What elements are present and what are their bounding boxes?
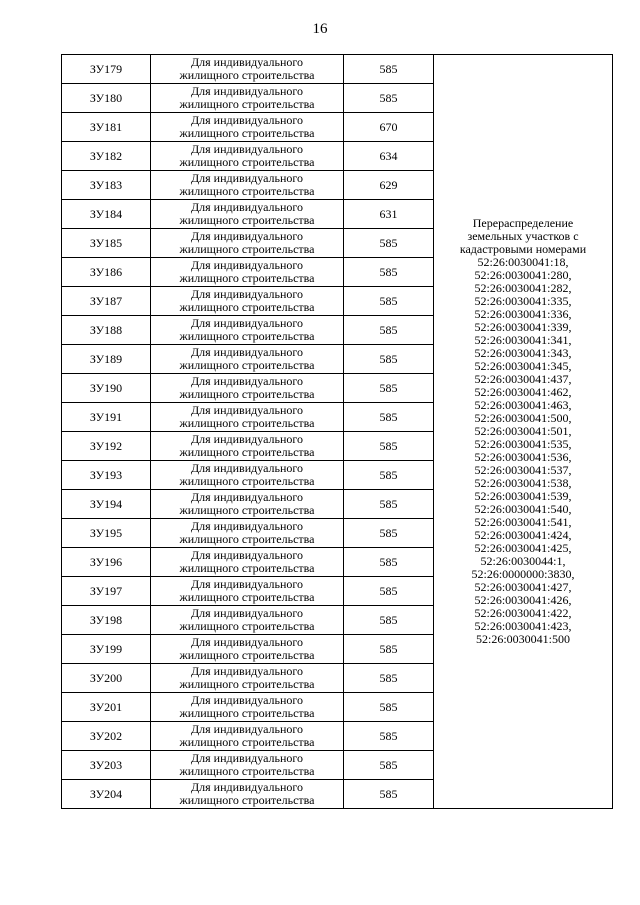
area-cell: 585 bbox=[344, 490, 434, 519]
permitted-use-line: жилищного строительства bbox=[179, 590, 315, 604]
table-row bbox=[62, 55, 613, 84]
formation-method-title-line: Перераспределение bbox=[472, 216, 574, 230]
permitted-use-cell bbox=[151, 374, 344, 403]
cadastral-number: 52:26:0030041:425, bbox=[474, 541, 572, 555]
permitted-use-line: жилищного строительства bbox=[179, 68, 315, 82]
permitted-use-line: жилищного строительства bbox=[179, 619, 315, 633]
permitted-use-cell bbox=[151, 664, 344, 693]
permitted-use-line: жилищного строительства bbox=[179, 648, 315, 662]
permitted-use-line: жилищного строительства bbox=[179, 271, 315, 285]
plot-id-cell: ЗУ202 bbox=[62, 722, 151, 751]
cadastral-number: 52:26:0030041:537, bbox=[474, 463, 572, 477]
plot-id-cell: ЗУ190 bbox=[62, 374, 151, 403]
permitted-use-line: жилищного строительства bbox=[179, 184, 315, 198]
permitted-use-cell bbox=[151, 258, 344, 287]
permitted-use-cell bbox=[151, 55, 344, 84]
permitted-use-cell bbox=[151, 345, 344, 374]
area-cell: 629 bbox=[344, 171, 434, 200]
area-cell: 585 bbox=[344, 548, 434, 577]
permitted-use-cell bbox=[151, 693, 344, 722]
permitted-use-line: жилищного строительства bbox=[179, 532, 315, 546]
page-number: 16 bbox=[312, 21, 328, 37]
permitted-use-cell bbox=[151, 229, 344, 258]
permitted-use-cell bbox=[151, 577, 344, 606]
permitted-use-line: Для индивидуального bbox=[190, 345, 304, 359]
permitted-use-line: жилищного строительства bbox=[179, 445, 315, 459]
plot-id-cell: ЗУ195 bbox=[62, 519, 151, 548]
permitted-use-cell bbox=[151, 606, 344, 635]
area-cell: 585 bbox=[344, 432, 434, 461]
cadastral-number: 52:26:0030041:282, bbox=[474, 281, 572, 295]
plot-id-cell: ЗУ200 bbox=[62, 664, 151, 693]
cadastral-number: 52:26:0030041:535, bbox=[474, 437, 572, 451]
cadastral-number: 52:26:0030041:539, bbox=[474, 489, 572, 503]
permitted-use-line: жилищного строительства bbox=[179, 329, 315, 343]
permitted-use-line: Для индивидуального bbox=[190, 287, 304, 301]
plot-id-cell: ЗУ188 bbox=[62, 316, 151, 345]
permitted-use-line: Для индивидуального bbox=[190, 693, 304, 707]
cadastral-number: 52:26:0030041:423, bbox=[474, 619, 572, 633]
plot-id-cell: ЗУ184 bbox=[62, 200, 151, 229]
permitted-use-line: Для индивидуального bbox=[190, 229, 304, 243]
permitted-use-line: Для индивидуального bbox=[190, 722, 304, 736]
permitted-use-cell bbox=[151, 171, 344, 200]
plot-id-cell: ЗУ192 bbox=[62, 432, 151, 461]
permitted-use-cell bbox=[151, 316, 344, 345]
plot-id-cell: ЗУ198 bbox=[62, 606, 151, 635]
plot-id-cell: ЗУ189 bbox=[62, 345, 151, 374]
cadastral-number: 52:26:0030041:540, bbox=[474, 502, 572, 516]
cadastral-number: 52:26:0030041:427, bbox=[474, 580, 572, 594]
permitted-use-line: жилищного строительства bbox=[179, 242, 315, 256]
permitted-use-line: жилищного строительства bbox=[179, 474, 315, 488]
area-cell: 634 bbox=[344, 142, 434, 171]
plot-id-cell: ЗУ194 bbox=[62, 490, 151, 519]
plot-id-cell: ЗУ181 bbox=[62, 113, 151, 142]
permitted-use-cell bbox=[151, 548, 344, 577]
permitted-use-line: Для индивидуального bbox=[190, 84, 304, 98]
formation-method-title-line: кадастровыми номерами bbox=[459, 242, 587, 256]
area-cell: 585 bbox=[344, 635, 434, 664]
permitted-use-line: Для индивидуального bbox=[190, 374, 304, 388]
permitted-use-line: жилищного строительства bbox=[179, 735, 315, 749]
cadastral-number: 52:26:0030041:462, bbox=[474, 385, 572, 399]
permitted-use-cell bbox=[151, 403, 344, 432]
cadastral-number: 52:26:0030041:463, bbox=[474, 398, 572, 412]
permitted-use-cell bbox=[151, 722, 344, 751]
permitted-use-line: Для индивидуального bbox=[190, 432, 304, 446]
permitted-use-line: Для индивидуального bbox=[190, 751, 304, 765]
cadastral-number: 52:26:0030041:500, bbox=[474, 411, 572, 425]
area-cell: 585 bbox=[344, 780, 434, 809]
plot-id-cell: ЗУ197 bbox=[62, 577, 151, 606]
permitted-use-line: Для индивидуального bbox=[190, 461, 304, 475]
plot-id-cell: ЗУ196 bbox=[62, 548, 151, 577]
permitted-use-line: Для индивидуального bbox=[190, 577, 304, 591]
cadastral-number: 52:26:0030044:1, bbox=[480, 554, 566, 568]
area-cell: 585 bbox=[344, 461, 434, 490]
area-cell: 585 bbox=[344, 258, 434, 287]
permitted-use-line: жилищного строительства bbox=[179, 155, 315, 169]
plot-id-cell: ЗУ203 bbox=[62, 751, 151, 780]
cadastral-number: 52:26:0030041:437, bbox=[474, 372, 572, 386]
permitted-use-cell bbox=[151, 84, 344, 113]
permitted-use-line: Для индивидуального bbox=[190, 490, 304, 504]
permitted-use-cell bbox=[151, 142, 344, 171]
formation-method-cell bbox=[434, 55, 613, 809]
cadastral-number: 52:26:0030041:336, bbox=[474, 307, 572, 321]
plot-id-cell: ЗУ185 bbox=[62, 229, 151, 258]
plot-id-cell: ЗУ201 bbox=[62, 693, 151, 722]
permitted-use-line: жилищного строительства bbox=[179, 793, 315, 807]
plot-id-cell: ЗУ180 bbox=[62, 84, 151, 113]
plot-id-cell: ЗУ191 bbox=[62, 403, 151, 432]
permitted-use-line: жилищного строительства bbox=[179, 358, 315, 372]
cadastral-number: 52:26:0030041:280, bbox=[474, 268, 572, 282]
permitted-use-line: Для индивидуального bbox=[190, 606, 304, 620]
area-cell: 585 bbox=[344, 403, 434, 432]
cadastral-number: 52:26:0030041:339, bbox=[474, 320, 572, 334]
permitted-use-cell bbox=[151, 461, 344, 490]
permitted-use-line: Для индивидуального bbox=[190, 113, 304, 127]
permitted-use-line: Для индивидуального bbox=[190, 403, 304, 417]
area-cell: 585 bbox=[344, 722, 434, 751]
cadastral-number: 52:26:0030041:500 bbox=[475, 632, 570, 646]
permitted-use-line: жилищного строительства bbox=[179, 213, 315, 227]
cadastral-number: 52:26:0030041:341, bbox=[474, 333, 572, 347]
area-cell: 585 bbox=[344, 345, 434, 374]
permitted-use-line: Для индивидуального bbox=[190, 55, 304, 69]
plot-id-cell: ЗУ186 bbox=[62, 258, 151, 287]
cadastral-number: 52:26:0000000:3830, bbox=[471, 567, 575, 581]
area-cell: 585 bbox=[344, 287, 434, 316]
area-cell: 585 bbox=[344, 229, 434, 258]
cadastral-number: 52:26:0030041:18, bbox=[477, 255, 569, 269]
area-cell: 585 bbox=[344, 84, 434, 113]
cadastral-number: 52:26:0030041:345, bbox=[474, 359, 572, 373]
permitted-use-line: Для индивидуального bbox=[190, 664, 304, 678]
cadastral-number: 52:26:0030041:501, bbox=[474, 424, 572, 438]
permitted-use-line: жилищного строительства bbox=[179, 300, 315, 314]
cadastral-number: 52:26:0030041:538, bbox=[474, 476, 572, 490]
permitted-use-line: Для индивидуального bbox=[190, 316, 304, 330]
cadastral-number: 52:26:0030041:335, bbox=[474, 294, 572, 308]
permitted-use-line: Для индивидуального bbox=[190, 171, 304, 185]
area-cell: 585 bbox=[344, 374, 434, 403]
plot-id-cell: ЗУ204 bbox=[62, 780, 151, 809]
permitted-use-line: жилищного строительства bbox=[179, 561, 315, 575]
permitted-use-line: Для индивидуального bbox=[190, 200, 304, 214]
land-plots-table bbox=[61, 54, 613, 809]
permitted-use-line: жилищного строительства bbox=[179, 764, 315, 778]
cadastral-number: 52:26:0030041:422, bbox=[474, 606, 572, 620]
plot-id-cell: ЗУ187 bbox=[62, 287, 151, 316]
area-cell: 585 bbox=[344, 55, 434, 84]
permitted-use-cell bbox=[151, 490, 344, 519]
cadastral-number: 52:26:0030041:541, bbox=[474, 515, 572, 529]
area-cell: 585 bbox=[344, 606, 434, 635]
formation-method-title-line: земельных участков с bbox=[467, 229, 579, 243]
plot-id-cell: ЗУ193 bbox=[62, 461, 151, 490]
area-cell: 585 bbox=[344, 316, 434, 345]
permitted-use-line: жилищного строительства bbox=[179, 387, 315, 401]
cadastral-number: 52:26:0030041:536, bbox=[474, 450, 572, 464]
permitted-use-cell bbox=[151, 113, 344, 142]
plot-id-cell: ЗУ183 bbox=[62, 171, 151, 200]
permitted-use-line: Для индивидуального bbox=[190, 635, 304, 649]
table-body bbox=[62, 55, 613, 809]
permitted-use-line: жилищного строительства bbox=[179, 706, 315, 720]
cadastral-number: 52:26:0030041:424, bbox=[474, 528, 572, 542]
permitted-use-cell bbox=[151, 287, 344, 316]
permitted-use-line: жилищного строительства bbox=[179, 416, 315, 430]
area-cell: 670 bbox=[344, 113, 434, 142]
permitted-use-line: жилищного строительства bbox=[179, 126, 315, 140]
permitted-use-line: Для индивидуального bbox=[190, 519, 304, 533]
permitted-use-line: Для индивидуального bbox=[190, 258, 304, 272]
area-cell: 631 bbox=[344, 200, 434, 229]
cadastral-number: 52:26:0030041:426, bbox=[474, 593, 572, 607]
area-cell: 585 bbox=[344, 519, 434, 548]
permitted-use-line: жилищного строительства bbox=[179, 97, 315, 111]
permitted-use-line: Для индивидуального bbox=[190, 780, 304, 794]
permitted-use-cell bbox=[151, 751, 344, 780]
permitted-use-line: Для индивидуального bbox=[190, 548, 304, 562]
permitted-use-cell bbox=[151, 635, 344, 664]
plot-id-cell: ЗУ179 bbox=[62, 55, 151, 84]
area-cell: 585 bbox=[344, 664, 434, 693]
permitted-use-cell bbox=[151, 432, 344, 461]
plot-id-cell: ЗУ199 bbox=[62, 635, 151, 664]
permitted-use-cell bbox=[151, 519, 344, 548]
permitted-use-line: жилищного строительства bbox=[179, 503, 315, 517]
area-cell: 585 bbox=[344, 751, 434, 780]
plot-id-cell: ЗУ182 bbox=[62, 142, 151, 171]
permitted-use-cell bbox=[151, 200, 344, 229]
cadastral-number: 52:26:0030041:343, bbox=[474, 346, 572, 360]
area-cell: 585 bbox=[344, 693, 434, 722]
permitted-use-line: Для индивидуального bbox=[190, 142, 304, 156]
permitted-use-cell bbox=[151, 780, 344, 809]
area-cell: 585 bbox=[344, 577, 434, 606]
permitted-use-line: жилищного строительства bbox=[179, 677, 315, 691]
